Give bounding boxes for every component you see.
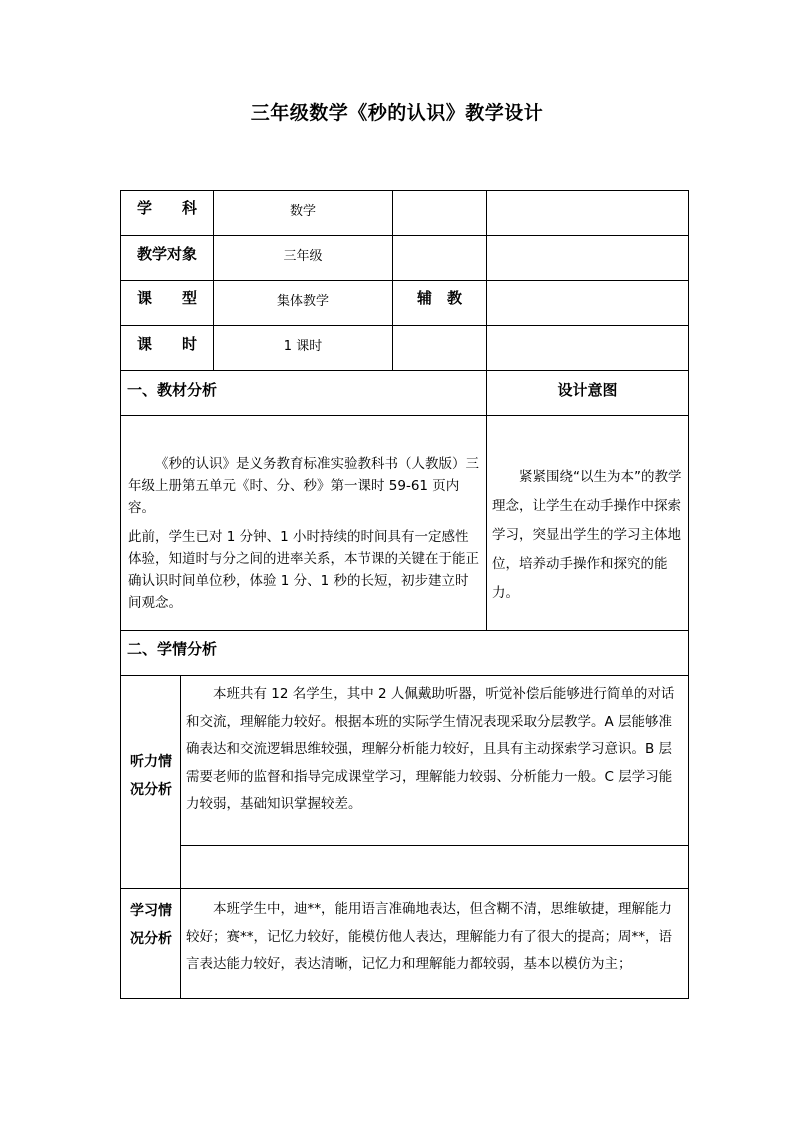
table-rule bbox=[180, 845, 689, 846]
table-rule bbox=[120, 998, 689, 999]
audience-label: 教学对象 bbox=[136, 245, 197, 263]
table-rule bbox=[120, 370, 689, 371]
lesson-hours-label: 课 时 bbox=[136, 335, 197, 353]
lesson-type-value: 集体教学 bbox=[276, 294, 329, 309]
lesson-hours-value: 1 课时 bbox=[283, 339, 323, 354]
textbook-paragraph: 此前，学生已对 1 分钟、1 小时持续的时间具有一定感性体验，知道时与分之间的进率关系，本节课的关键在于能正确认识时间单位秒，体验 1 分、1 秒的长短，初步建立时间观念。 bbox=[128, 529, 479, 611]
table-rule bbox=[180, 675, 181, 998]
table-rule bbox=[120, 888, 689, 889]
table-rule bbox=[688, 190, 689, 999]
assistant-teacher-label: 辅 教 bbox=[416, 289, 462, 307]
hearing-analysis-text: 本班共有 12 名学生，其中 2 人佩戴助听器，听觉补偿后能够进行简单的对话和交流，理解能力较好。根据本班的实际学生情况表现采取分层教学。A 层能够准确表达和交流逻辑思维较强，理解分析能力较好，且具有主动探索学习意识。B 层需要老师的监督和指导完成课堂学习，理解能力较弱、分析能力一般。C 层学习能力较弱，基础知识掌握较差。 bbox=[186, 686, 675, 812]
document-title: 三年级数学《秒的认识》教学设计 bbox=[250, 102, 544, 124]
table-rule bbox=[120, 630, 689, 631]
table-rule bbox=[120, 325, 689, 326]
subject-label: 学 科 bbox=[136, 199, 197, 217]
design-intent-heading: 设计意图 bbox=[557, 381, 618, 399]
table-rule bbox=[120, 190, 689, 191]
table-rule bbox=[120, 675, 689, 676]
audience-value: 三年级 bbox=[283, 249, 323, 264]
table-rule bbox=[486, 190, 487, 630]
table-rule bbox=[120, 280, 689, 281]
hearing-analysis-label: 听力情况分析 bbox=[130, 754, 172, 798]
table-rule bbox=[392, 190, 393, 370]
design-intent-text: 紧紧围绕“以生为本”的教学理念，让学生在动手操作中探索学习，突显出学生的学习主体地位，培养动手操作和探究的能力。 bbox=[492, 469, 682, 601]
table-rule bbox=[120, 190, 121, 999]
study-analysis-label: 学习情况分析 bbox=[130, 903, 172, 947]
subject-value: 数学 bbox=[289, 204, 316, 219]
table-rule bbox=[120, 415, 689, 416]
lesson-type-label: 课 型 bbox=[136, 289, 197, 307]
table-rule bbox=[120, 235, 689, 236]
textbook-analysis-heading: 一、教材分析 bbox=[127, 381, 218, 399]
study-analysis-text: 本班学生中，迪**，能用语言准确地表达，但含糊不清，思维敏捷，理解能力较好；赛**，记忆力较好，能模仿他人表达，理解能力有了很大的提高；周**，语言表达能力较好，表达清晰，记忆力和理解能力都较弱，基本以模仿为主； bbox=[186, 901, 672, 972]
textbook-paragraph: 《秒的认识》是义务教育标准实验教科书（人教版）三年级上册第五单元《时、分、秒》第一课时 59-61 页内容。 bbox=[128, 456, 479, 516]
learner-analysis-heading: 二、学情分析 bbox=[127, 640, 218, 658]
